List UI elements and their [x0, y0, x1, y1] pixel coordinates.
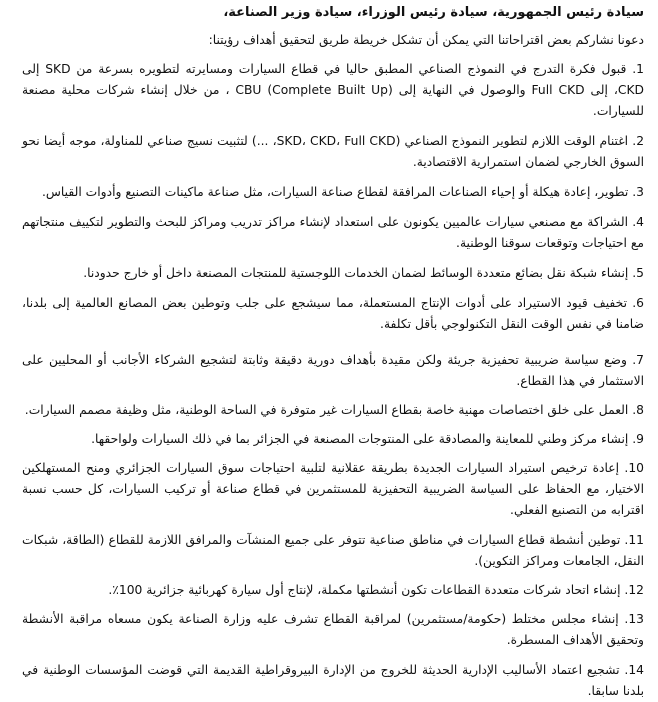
- list-item-number: 3.: [632, 185, 644, 199]
- list-item: [22, 530, 644, 572]
- list-item-number: 10.: [624, 461, 644, 475]
- list-item-number: 14.: [624, 663, 644, 677]
- list-item: [22, 609, 644, 651]
- list-item: [22, 212, 644, 254]
- list-item: [22, 263, 644, 284]
- list-item: [22, 59, 644, 122]
- list-item: [22, 182, 644, 203]
- list-item-text: تشجيع اعتماد الأساليب الإدارية الحديثة للخروج من الإدارة البيروقراطية القديمة التي قوضت المؤسسات الوطنية في بلدنا سابقا.: [22, 663, 644, 698]
- list-item-number: 7.: [632, 353, 644, 367]
- document-title: سيادة رئيس الجمهورية، سيادة رئيس الوزراء، سيادة وزير الصناعة،: [223, 5, 644, 20]
- proposals-list: [22, 59, 644, 702]
- list-item-number: 5.: [632, 266, 644, 280]
- list-item-number: 2.: [632, 134, 645, 148]
- list-item-text: إنشاء مركز وطني للمعاينة والمصادقة على المنتوجات المصنعة في الجزائر بما في ذلك السيارات ولواحقها.: [91, 432, 629, 446]
- list-item: [22, 131, 644, 173]
- list-item-text: إنشاء شبكة نقل بضائع متعددة الوسائط لضمان الخدمات اللوجستية للمنتجات المصنعة داخل أو خارج حدودنا.: [83, 266, 629, 280]
- list-item-number: 13.: [624, 612, 644, 626]
- list-item-number: 11.: [624, 533, 644, 547]
- list-item-text: اغتنام الوقت اللازم لتطوير النموذج الصناعي (SKD، CKD، Full CKD، ...) لتثبيت نسيج صناعي للمناولة، موجه أيضا نحو السوق الخارجي لضمان استمرارية الاقتصادية.: [22, 134, 644, 169]
- list-item-text: إنشاء اتحاد شركات متعددة القطاعات تكون أنشطتها مكملة، لإنتاج أول سيارة كهربائية جزائرية 100٪.: [108, 583, 621, 597]
- list-item: [22, 350, 644, 392]
- list-item-text: إعادة ترخيص استيراد السيارات الجديدة بطريقة عقلانية لتلبية احتياجات سوق السيارات الجزائري ومنح المستهلكين الاختيار، مع الحفاظ على السياسة الضريبية التحفيزية للمستثمرين في قطاع صناعة أو تركيب السيارات، كل حسب نسبة اقترابه من التصنيع الفعلي.: [22, 461, 644, 517]
- list-item-number: 6.: [632, 296, 644, 310]
- list-item-number: 1.: [632, 62, 644, 76]
- list-item: [22, 458, 644, 521]
- list-item-text: وضع سياسة ضريبية تحفيزية جريئة ولكن مقيدة بأهداف دورية دقيقة وثابتة لتشجيع الشركاء الأجانب أو المحليين على الاستثمار في هذا القطاع.: [22, 353, 644, 388]
- list-item-text: إنشاء مجلس مختلط (حكومة/مستثمرين) لمراقبة القطاع تشرف عليه وزارة الصناعة يكون مسعاه مراقبة الأنشطة وتحقيق الأهداف المسطرة.: [22, 612, 644, 647]
- list-item: [22, 293, 644, 335]
- list-item: [22, 429, 644, 450]
- list-item: [22, 580, 644, 601]
- list-item-text: تخفيف قيود الاستيراد على أدوات الإنتاج المستعملة، مما سيشجع على جلب وتوطين بعض المصانع العالمية إلى بلدنا، ضامنا في نفس الوقت النقل التكنولوجي بأقل تكلفة.: [22, 296, 644, 331]
- list-item: [22, 660, 644, 702]
- list-item-text: توطين أنشطة قطاع السيارات في مناطق صناعية تتوفر على جميع المنشآت والمرافق اللازمة للقطاع (الطاقة، شبكات النقل، الجامعات ومراكز التكوين).: [22, 533, 644, 568]
- list-item-number: 4.: [632, 215, 644, 229]
- list-item-number: 9.: [632, 432, 644, 446]
- list-item-text: تطوير، إعادة هيكلة أو إحياء الصناعات المرافقة لقطاع صناعة السيارات، مثل صناعة ماكينات التصنيع وأدوات القياس.: [42, 185, 629, 199]
- list-item-text: العمل على خلق اختصاصات مهنية خاصة بقطاع السيارات غير متوفرة في الساحة الوطنية، مثل وظيفة مصمم السيارات.: [24, 403, 629, 417]
- list-item-text: الشراكة مع مصنعي سيارات عالميين يكونون على استعداد لإنشاء مراكز تدريب ومراكز للبحث والتطوير لتكييف منتجاتهم مع احتياجات وتوقعات سوقنا الوطنية.: [22, 215, 644, 250]
- list-item-number: 12.: [624, 583, 644, 597]
- list-item-text: قبول فكرة التدرج في النموذج الصناعي المطبق حاليا في قطاع السيارات ومسايرته لتطويره بسرعة من SKD إلى CKD، إلى Full CKD والوصول في النهاية إلى CBU (Complete Built Up) ، من خلال إنشاء شركات محلية مصنعة للسيارات.: [22, 62, 644, 118]
- list-item: [22, 400, 644, 421]
- list-item-number: 8.: [632, 403, 644, 417]
- document-intro: دعونا نشاركم بعض اقتراحاتنا التي يمكن أن تشكل خريطة طريق لتحقيق أهداف رؤيتنا:: [208, 33, 644, 47]
